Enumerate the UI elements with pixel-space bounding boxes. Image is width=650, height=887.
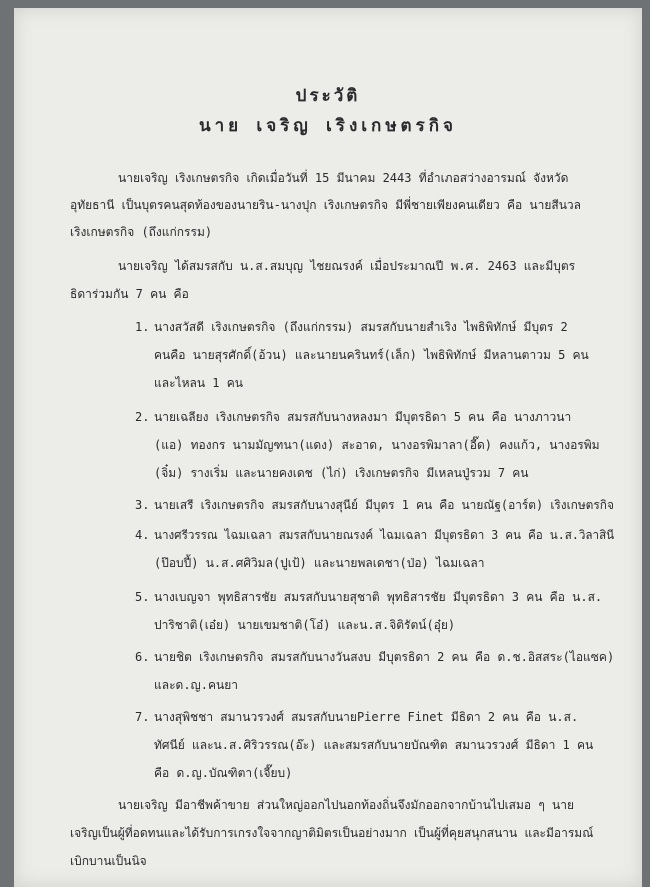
list-number: 4. [135, 528, 150, 542]
list-item-line: ทัศนีย์ และน.ส.ศิริวรรณ(อ๊ะ) และสมรสกับนายบัณฑิต สมานวรวงศ์ มีธิดา 1 คน [154, 738, 594, 752]
list-item-line: นางสุพิชชา สมานวรวงศ์ สมรสกับนายPierre Finet มีธิดา 2 คน คือ น.ส. [154, 710, 579, 724]
list-number: 1. [135, 320, 150, 334]
text-line: อุทัยธานี เป็นบุตรคนสุดท้องของนายริน-นางปุก เริงเกษตรกิจ มีพี่ชายเพียงคนเดียว คือ นายสีนวล [70, 198, 582, 212]
list-number: 5. [135, 590, 150, 604]
list-number: 6. [135, 650, 150, 664]
text-line: นายเจริญ มีอาชีพค้าขาย ส่วนใหญ่ออกไปนอกท้องถิ่นจึงมักออกจากบ้านไปเสมอ ๆ นาย [118, 798, 574, 812]
list-item-line: คือ ด.ญ.บัณฑิตา(เจี๊ยบ) [154, 766, 293, 780]
list-item-line: นางศรีวรรณ ไฉมเฉลา สมรสกับนายณรงค์ ไฉมเฉลา มีบุตรธิดา 3 คน คือ น.ส.วิลาสินี [154, 528, 615, 542]
text-line: ธิดาร่วมกัน 7 คน คือ [70, 287, 189, 301]
page-subtitle: นาย เจริญ เริงเกษตรกิจ [199, 116, 457, 136]
list-item-line: ปาริชาติ(เอ๋ย) นายเขมชาติ(โอ๋) และน.ส.จิติรัตน์(อุ๋ย) [154, 618, 456, 632]
text-line: เริงเกษตรกิจ (ถึงแก่กรรม) [70, 225, 213, 239]
text-line: เจริญเป็นผู้ที่อดทนและได้รับการเกรงใจจากญาติมิตรเป็นอย่างมาก เป็นผู้ที่คุยสนุกสนาน และมีอารมณ์ [70, 826, 594, 840]
page-title: ประวัติ [295, 86, 361, 106]
list-number: 7. [135, 710, 150, 724]
list-item-line: นางเบญจา พุทธิสารชัย สมรสกับนายสุชาติ พุทธิสารชัย มีบุตรธิดา 3 คน คือ น.ส. [154, 590, 603, 604]
text-line: เบิกบานเป็นนิจ [70, 854, 147, 868]
list-number: 3. [135, 498, 150, 512]
list-item-line: นายเสรี เริงเกษตรกิจ สมรสกับนางสุนีย์ มีบุตร 1 คน คือ นายณัฐ(อาร์ต) เริงเกษตรกิจ [154, 498, 614, 512]
list-item-line: คนคือ นายสุรศักดิ์(อ้วน) และนายนครินทร์(เล็ก) ไพธิพิทักษ์ มีหลานตาวม 5 คน [154, 348, 589, 362]
list-item-line: นายชิต เริงเกษตรกิจ สมรสกับนางวันสงบ มีบุตรธิดา 2 คน คือ ด.ช.อิสสระ(ไอแซค) [154, 650, 615, 664]
list-number: 2. [135, 410, 150, 424]
text-line: นายเจริญ เริงเกษตรกิจ เกิดเมื่อวันที่ 15 มีนาคม 2443 ที่อำเภอสว่างอารมณ์ จังหวัด [118, 171, 569, 185]
list-item-line: และไหลน 1 คน [154, 376, 243, 390]
text-line: นายเจริญ ได้สมรสกับ น.ส.สมบุญ ไชยณรงค์ เมื่อประมาณปี พ.ศ. 2463 และมีบุตร [118, 259, 576, 273]
list-item-line: นางสวัสดี เริงเกษตรกิจ (ถึงแก่กรรม) สมรสกับนายสำเริง ไพธิพิทักษ์ มีบุตร 2 [154, 320, 568, 334]
list-item-line: นายเฉลียง เริงเกษตรกิจ สมรสกับนางหลงมา มีบุตรธิดา 5 คน คือ นางภาวนา [154, 410, 572, 424]
list-item-line: และด.ญ.คนยา [154, 678, 238, 692]
list-item-line: (แอ) ทองกร นามมัญฑนา(แดง) สะอาด, นางอรพิมาลา(อี๊ด) คงแก้ว, นางอรพิม [154, 438, 600, 452]
list-item-line: (จิ๋ม) รางเริ่ม และนายคงเดช (ไก่) เริงเกษตรกิจ มีเหลนปู่รวม 7 คน [154, 466, 529, 480]
document-page [14, 8, 642, 887]
list-item-line: (ป๊อบปี้) น.ส.ศศิวิมล(ปูเป้) และนายพลเดชา(ป่อ) ไฉมเฉลา [154, 556, 485, 570]
